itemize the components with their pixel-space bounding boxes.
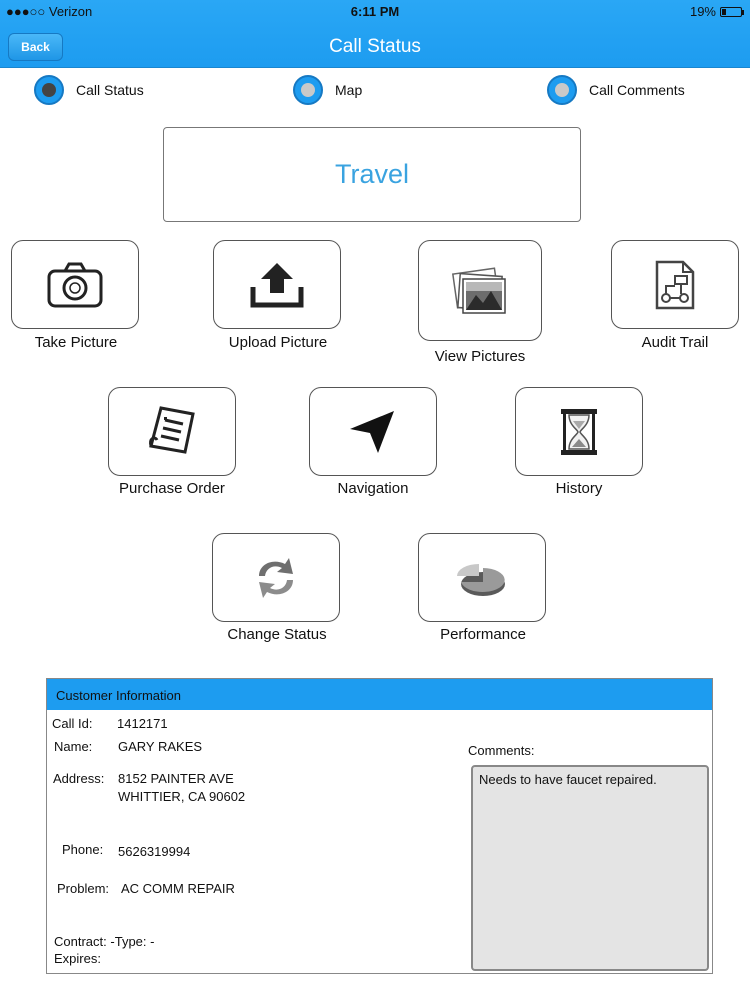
- page-title: Call Status: [329, 36, 421, 57]
- audit-trail-label: Audit Trail: [641, 334, 709, 351]
- call-id-value: 1412171: [117, 716, 168, 731]
- battery-percent: 19%: [689, 4, 716, 19]
- tab-label: Map: [335, 82, 363, 98]
- camera-icon: [47, 262, 103, 308]
- performance-label: Performance: [440, 626, 526, 643]
- expires-label: Expires:: [54, 951, 101, 966]
- phone-label: Phone:: [62, 842, 104, 857]
- navigation-arrow-icon: [348, 407, 398, 457]
- clock: 6:11 PM: [350, 4, 400, 19]
- name-value: GARY RAKES: [118, 739, 203, 754]
- hourglass-icon: [559, 407, 599, 457]
- battery-indicator: [690, 4, 742, 19]
- radio-icon[interactable]: [293, 75, 323, 105]
- refresh-icon: [251, 552, 301, 604]
- tab-call-status[interactable]: [34, 75, 144, 105]
- call-id-label: Call Id:: [52, 716, 93, 731]
- problem-value: AC COMM REPAIR: [121, 881, 235, 896]
- back-button[interactable]: Back: [8, 33, 63, 61]
- audit-document-icon: [653, 260, 697, 310]
- panel-header: Customer Information: [47, 679, 712, 710]
- change-status-button[interactable]: [212, 533, 340, 622]
- comments-textarea[interactable]: Needs to have faucet repaired.: [471, 765, 709, 971]
- performance-button[interactable]: [418, 533, 546, 622]
- tab-label: Call Comments: [589, 82, 685, 98]
- tab-call-comments[interactable]: [547, 75, 685, 105]
- travel-button[interactable]: Travel: [163, 127, 581, 222]
- contract-value: -: [110, 934, 115, 949]
- upload-picture-label: Upload Picture: [228, 334, 328, 351]
- receipt-icon: [147, 406, 197, 458]
- type-value: -: [150, 934, 155, 949]
- radio-selected-icon[interactable]: [34, 75, 64, 105]
- audit-trail-button[interactable]: [611, 240, 739, 329]
- contract-line: [54, 934, 154, 949]
- problem-label: Problem:: [57, 881, 110, 896]
- battery-icon: [720, 7, 742, 17]
- navigation-bar: [0, 0, 750, 68]
- view-pictures-label: View Pictures: [434, 348, 526, 365]
- customer-info-panel: [46, 678, 713, 974]
- address-label: Address:: [53, 771, 105, 786]
- carrier-label: ●●●○○ Verizon: [6, 4, 93, 19]
- radio-icon[interactable]: [547, 75, 577, 105]
- history-button[interactable]: [515, 387, 643, 476]
- address-line1: 8152 PAINTER AVE: [118, 771, 234, 786]
- pie-chart-icon: [455, 554, 509, 602]
- navigation-label: Navigation: [337, 480, 409, 497]
- photos-icon: [451, 265, 509, 317]
- history-label: History: [555, 480, 603, 497]
- change-status-label: Change Status: [227, 626, 327, 643]
- purchase-order-label: Purchase Order: [119, 480, 225, 497]
- tab-label: Call Status: [76, 82, 144, 98]
- view-pictures-button[interactable]: [418, 240, 542, 341]
- phone-value: 5626319994: [118, 844, 191, 859]
- upload-picture-button[interactable]: [213, 240, 341, 329]
- take-picture-button[interactable]: [11, 240, 139, 329]
- purchase-order-button[interactable]: [108, 387, 236, 476]
- status-bar: [0, 2, 750, 20]
- navigation-button[interactable]: [309, 387, 437, 476]
- contract-label: Contract:: [54, 934, 107, 949]
- address-line2: WHITTIER, CA 90602: [118, 789, 246, 804]
- type-label: Type:: [114, 934, 147, 949]
- comments-label: Comments:: [468, 743, 535, 758]
- name-label: Name:: [54, 739, 93, 754]
- upload-icon: [249, 261, 305, 309]
- take-picture-label: Take Picture: [34, 334, 118, 351]
- tab-map[interactable]: [293, 75, 362, 105]
